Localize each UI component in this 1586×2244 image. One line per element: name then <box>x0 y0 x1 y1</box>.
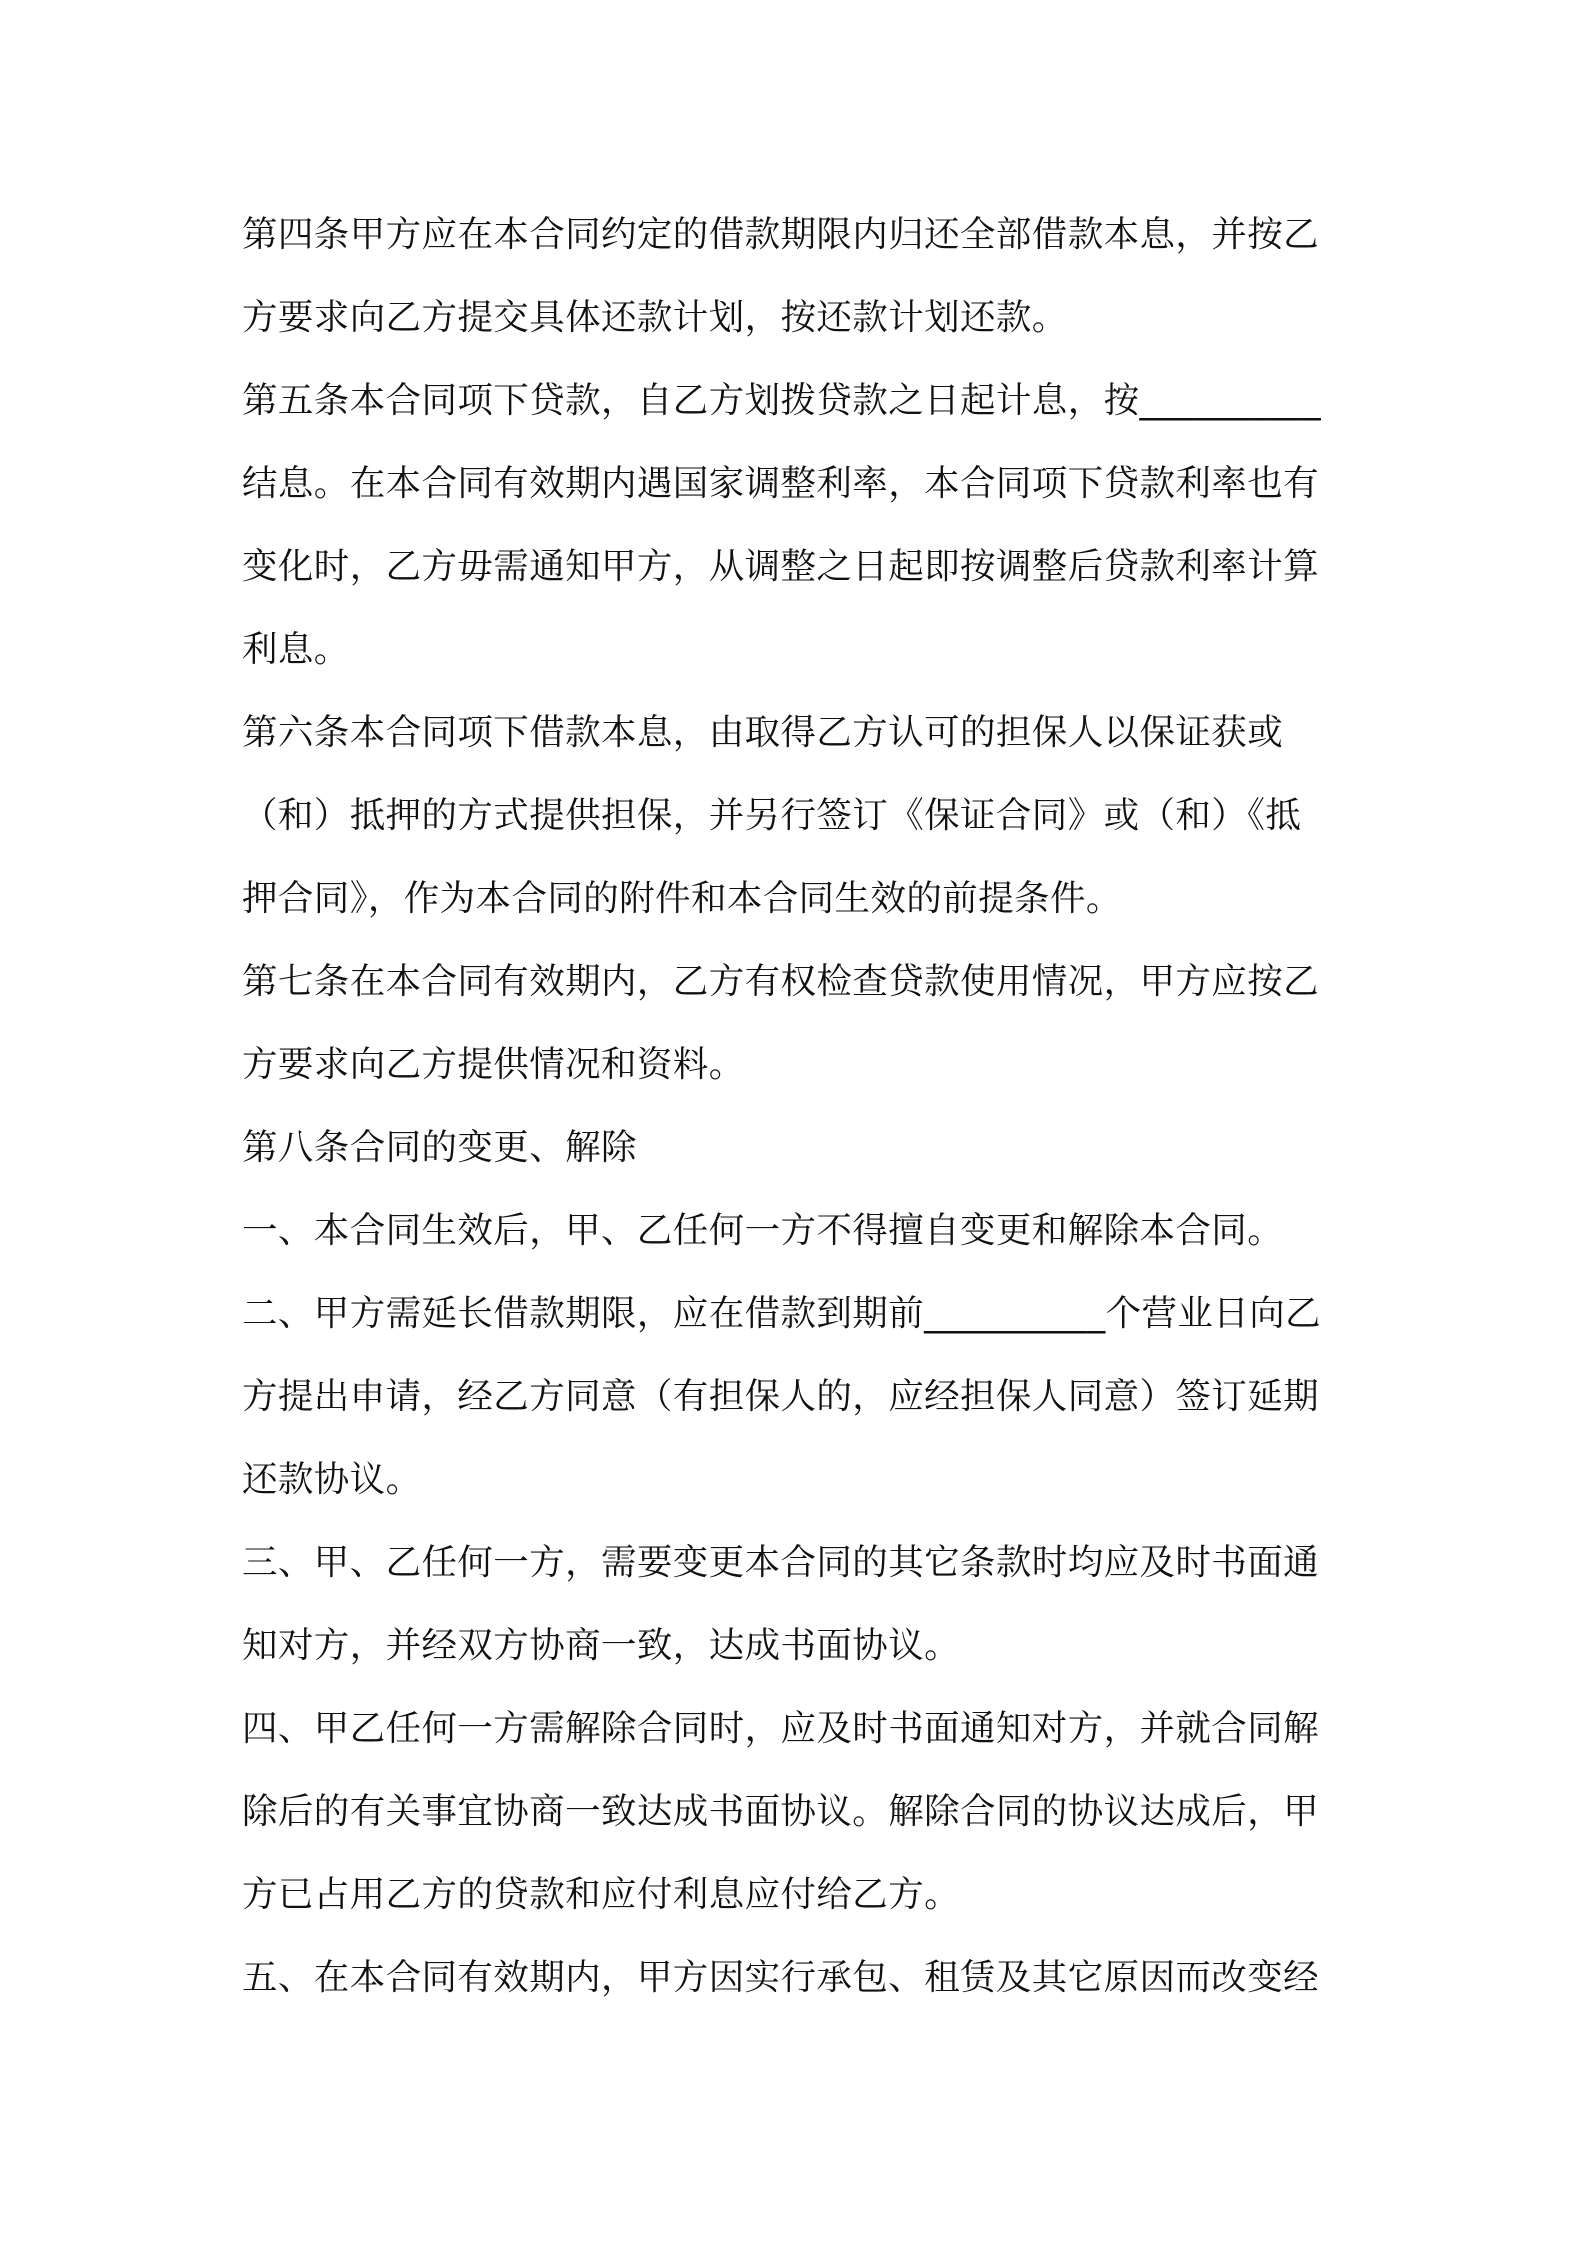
text-line: 方已占用乙方的贷款和应付利息应付给乙方。 <box>242 1874 961 1915</box>
text-line: 第五条本合同项下贷款，自乙方划拨贷款之日起计息，按__________ <box>242 380 1322 421</box>
text-line: 一、本合同生效后，甲、乙任何一方不得擅自变更和解除本合同。 <box>242 1210 1284 1251</box>
text-line: 五、在本合同有效期内，甲方因实行承包、租赁及其它原因而改变经 <box>242 1957 1320 1998</box>
text-line: 第七条在本合同有效期内，乙方有权检查贷款使用情况，甲方应按乙 <box>242 961 1320 1002</box>
text-line: 结息。在本合同有效期内遇国家调整利率，本合同项下贷款利率也有 <box>242 463 1320 504</box>
text-line: 第六条本合同项下借款本息，由取得乙方认可的担保人以保证获或 <box>242 712 1284 753</box>
text-line: 押合同》，作为本合同的附件和本合同生效的前提条件。 <box>242 878 1122 919</box>
text-line: 还款协议。 <box>242 1459 422 1500</box>
text-line: 变化时，乙方毋需通知甲方，从调整之日起即按调整后贷款利率计算 <box>242 546 1320 587</box>
text-line: 四、甲乙任何一方需解除合同时，应及时书面通知对方，并就合同解 <box>242 1708 1320 1749</box>
text-line: 方提出申请，经乙方同意（有担保人的，应经担保人同意）签订延期 <box>242 1376 1320 1417</box>
text-line: 利息。 <box>242 629 350 670</box>
text-line: 第八条合同的变更、解除 <box>242 1127 637 1168</box>
text-line: 方要求向乙方提供情况和资料。 <box>242 1044 745 1085</box>
text-line: 方要求向乙方提交具体还款计划，按还款计划还款。 <box>242 297 1068 338</box>
text-line: （和）抵押的方式提供担保，并另行签订《保证合同》或（和）《抵 <box>242 795 1302 836</box>
text-line: 除后的有关事宜协商一致达成书面协议。解除合同的协议达成后，甲 <box>242 1791 1320 1832</box>
text-line: 三、甲、乙任何一方，需要变更本合同的其它条款时均应及时书面通 <box>242 1542 1320 1583</box>
text-line: 第四条甲方应在本合同约定的借款期限内归还全部借款本息，并按乙 <box>242 214 1320 255</box>
text-line: 二、甲方需延长借款期限，应在借款到期前__________个营业日向乙 <box>242 1293 1322 1334</box>
text-line: 知对方，并经双方协商一致，达成书面协议。 <box>242 1625 961 1666</box>
